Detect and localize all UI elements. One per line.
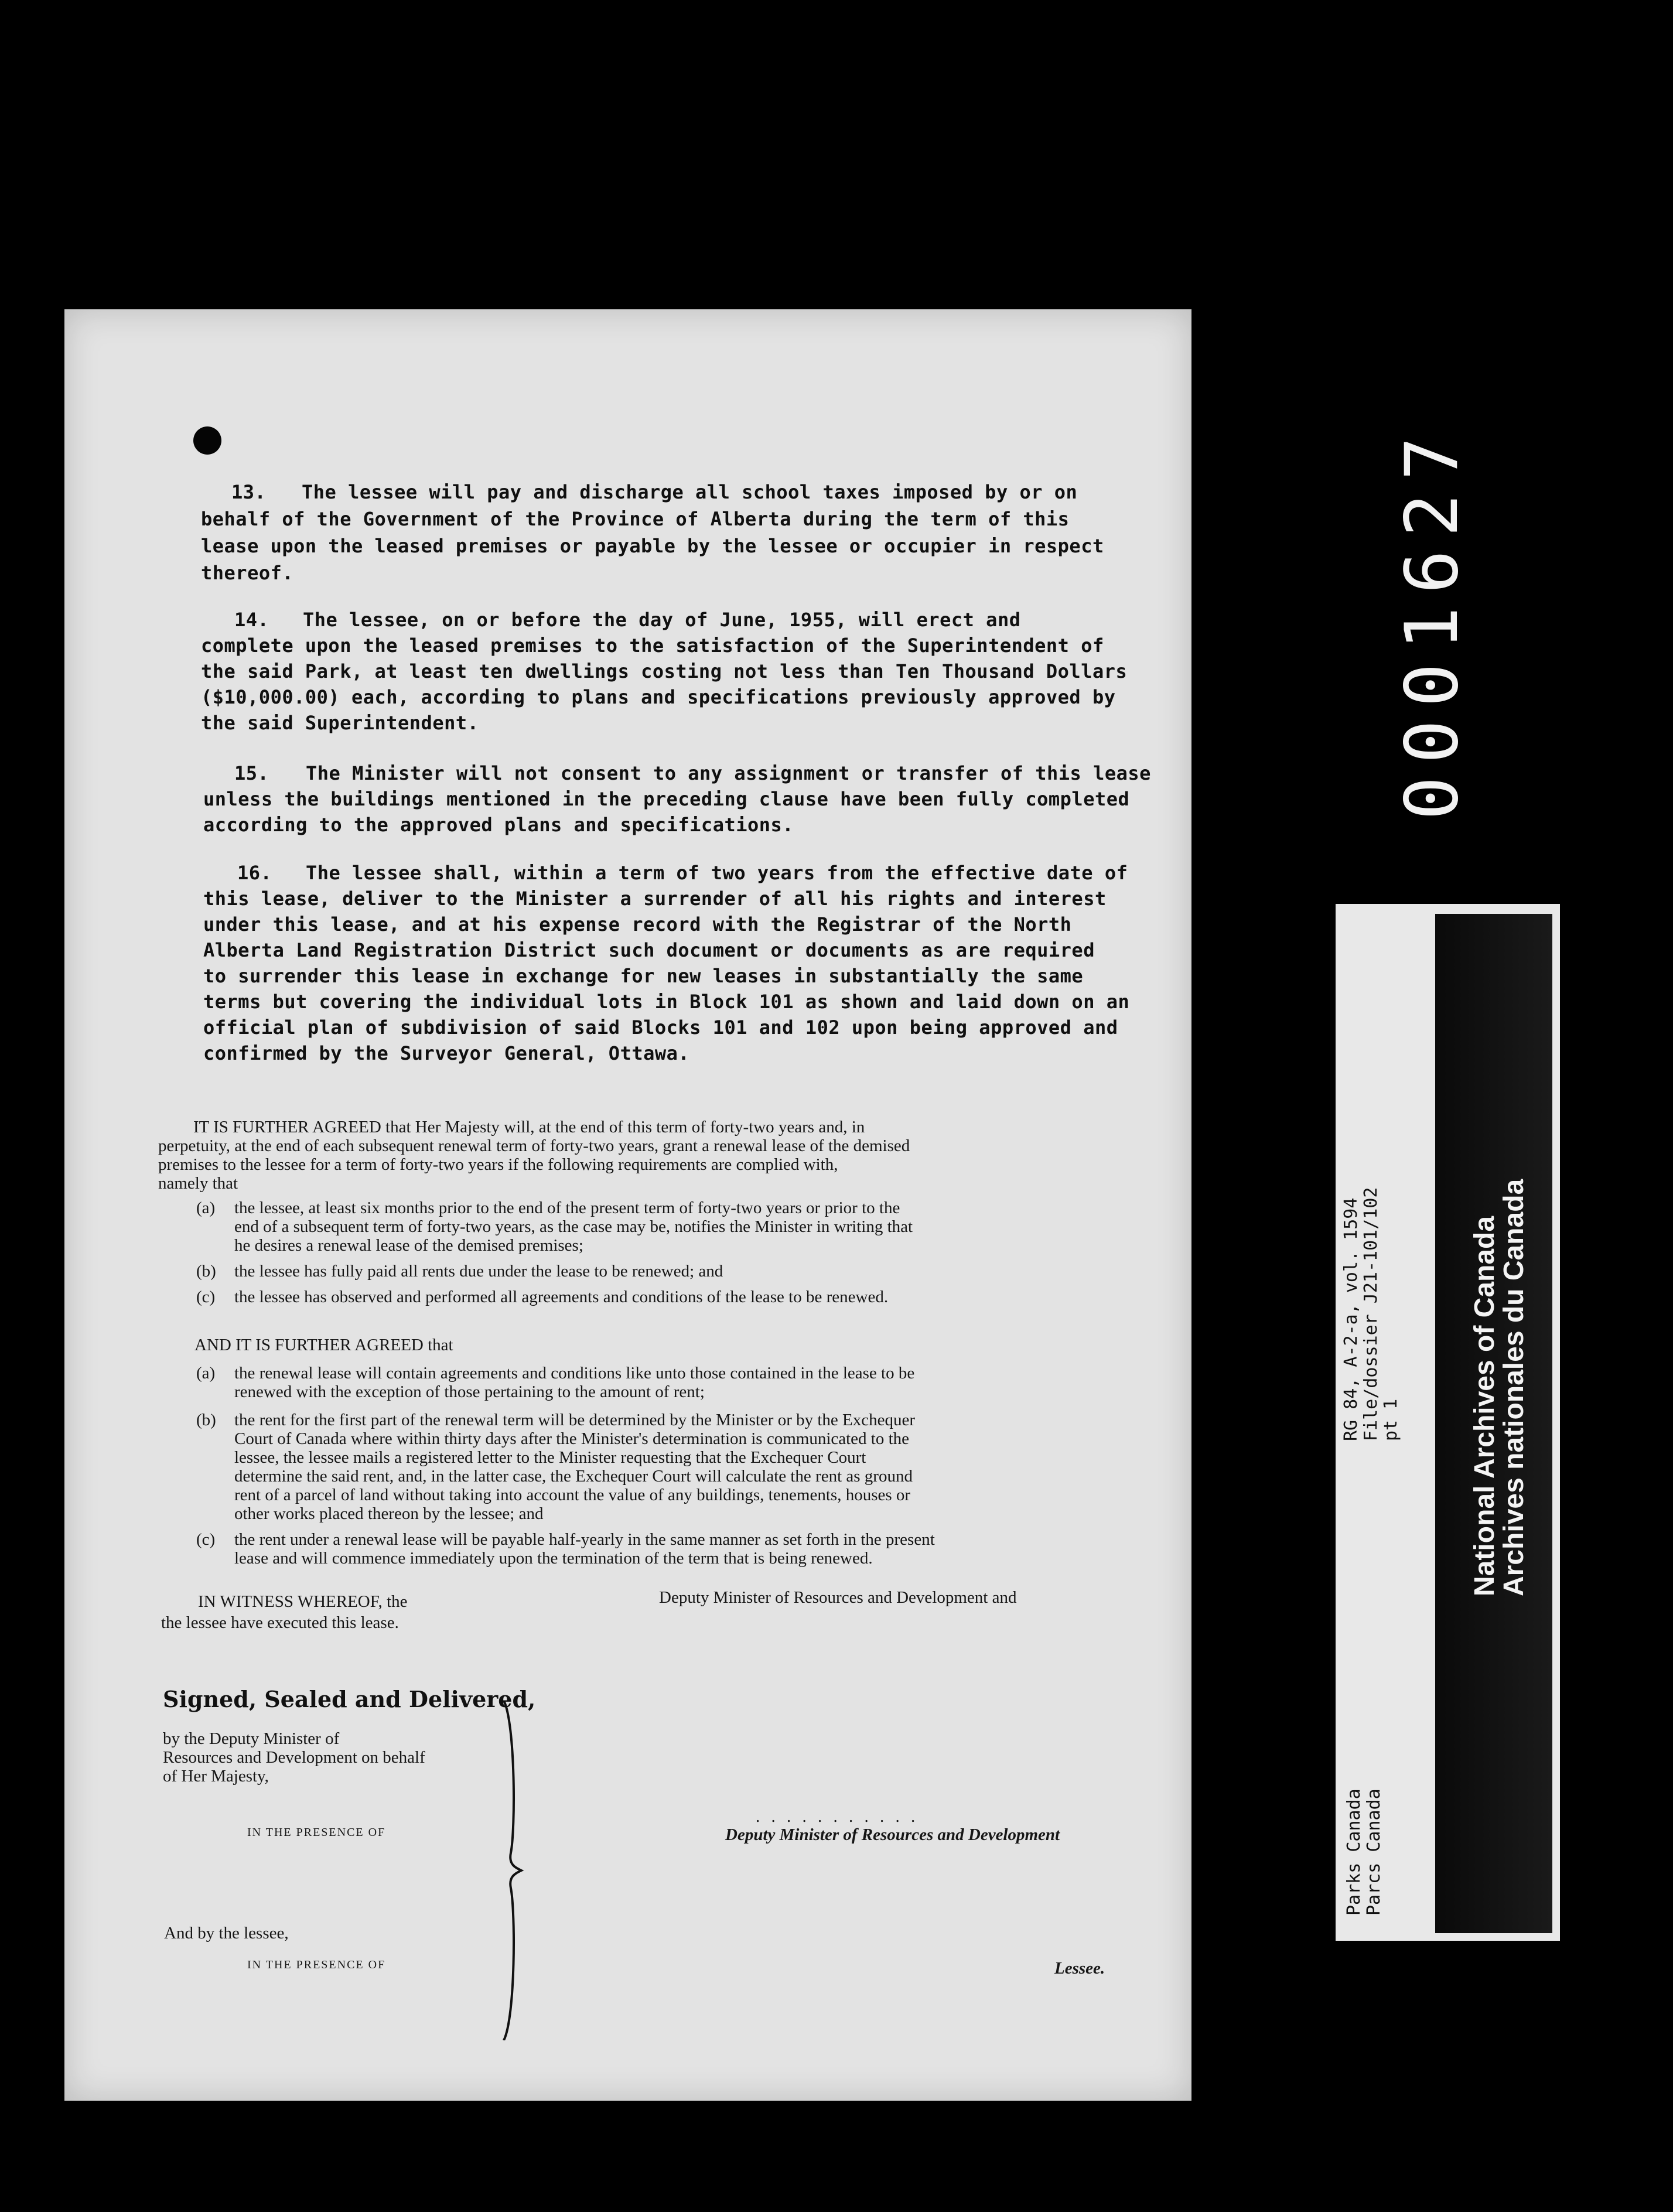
stamp-number: 0001627 — [1390, 424, 1474, 820]
clause-line: The lessee shall, within a term of two years from the effective date of — [306, 862, 1128, 884]
clause-number: 14. — [234, 609, 269, 631]
renewal-intro-line: perpetuity, at the end of each subsequent renewal term of forty-two years, grant a renewal lease of the demised — [158, 1136, 910, 1155]
clause-line: terms but covering the individual lots in Block 101 as shown and laid down on an — [203, 991, 1130, 1013]
clause-line: lease upon the leased premises or payable by the lessee or occupier in respect — [201, 535, 1104, 557]
renewal-intro-line: IT IS FURTHER AGREED that Her Majesty will, at the end of this term of forty-two years and, in — [193, 1118, 865, 1136]
archive-reference-line: pt 1 — [1381, 1398, 1401, 1441]
clause-line: The Minister will not consent to any assignment or transfer of this lease — [306, 762, 1151, 784]
agency-line: Parcs Canada — [1364, 1788, 1384, 1916]
item-line: the lessee, at least six months prior to the end of the present term of forty-two years or prior to the — [234, 1199, 900, 1217]
item-line: other works placed thereon by the lessee; and — [234, 1504, 544, 1523]
institution-line: Archives nationales du Canada — [1498, 1179, 1529, 1596]
item-label: (a) — [196, 1199, 216, 1217]
item-line: end of a subsequent term of forty-two years, as the case may be, notifies the Minister in writing that — [234, 1217, 913, 1236]
clause-line: official plan of subdivision of said Blocks 101 and 102 upon being approved and — [203, 1016, 1118, 1039]
lessee-line: And by the lessee, — [164, 1924, 289, 1943]
further-heading: AND IT IS FURTHER AGREED that — [194, 1336, 453, 1354]
clause-line: confirmed by the Surveyor General, Ottawa. — [203, 1042, 690, 1064]
lessee-signature-line: Lessee. — [1054, 1959, 1105, 1978]
clause-line: complete upon the leased premises to the satisfaction of the Superintendent of — [201, 634, 1104, 657]
signed-sealed-heading: Signed, Sealed and Delivered, — [163, 1686, 536, 1712]
item-label: (b) — [196, 1411, 216, 1429]
clause-line: Alberta Land Registration District such document or documents as are required — [203, 939, 1095, 961]
clause-line: behalf of the Government of the Province of Alberta during the term of this — [201, 508, 1070, 530]
item-line: renewed with the exception of those pertaining to the amount of rent; — [234, 1383, 705, 1401]
clause-line: the said Park, at least ten dwellings costing not less than Ten Thousand Dollars — [201, 660, 1128, 682]
item-line: rent of a parcel of land without taking into account the value of any buildings, tenements, houses or — [234, 1486, 911, 1504]
clause-line: to surrender this lease in exchange for new leases in substantially the same — [203, 965, 1084, 987]
renewal-intro-line: premises to the lessee for a term of forty-two years if the following requirements are complied with, — [158, 1155, 838, 1174]
item-line: determine the said rent, and, in the latter case, the Exchequer Court will calculate the rent as ground — [234, 1467, 913, 1486]
presence-label: IN THE PRESENCE OF — [247, 1958, 386, 1971]
punch-hole — [193, 426, 221, 455]
clause-number: 13. — [231, 481, 267, 503]
clause-line: unless the buildings mentioned in the preceding clause have been fully completed — [203, 788, 1130, 810]
archive-reference-line: RG 84, A-2-a, vol. 1594 — [1341, 1197, 1361, 1441]
signature-dots: . . . . . . . . . . . — [756, 1807, 919, 1826]
item-line: the rent under a renewal lease will be payable half-yearly in the same manner as set forth in the present — [234, 1530, 935, 1549]
item-line: lease and will commence immediately upon the termination of the term that is being renewed. — [234, 1549, 873, 1568]
item-line: the rent for the first part of the renewal term will be determined by the Minister or by the Exchequer — [234, 1411, 916, 1429]
item-line: Court of Canada where within thirty days after the Minister's determination is communicated to the — [234, 1429, 910, 1448]
item-line: he desires a renewal lease of the demised premises; — [234, 1236, 583, 1255]
clause-line: the said Superintendent. — [201, 712, 479, 734]
agency-line: Parks Canada — [1344, 1788, 1364, 1916]
signing-by-line: of Her Majesty, — [163, 1767, 269, 1786]
item-line: lessee, the lessee mails a registered letter to the Minister requesting that the Exchequer Court — [234, 1448, 866, 1467]
item-label: (c) — [196, 1288, 216, 1306]
item-label: (c) — [196, 1530, 216, 1549]
deputy-minister-signature-line: Deputy Minister of Resources and Development — [725, 1825, 1060, 1844]
presence-label: IN THE PRESENCE OF — [247, 1826, 386, 1839]
lease-page — [64, 309, 1191, 2101]
clause-line: thereof. — [201, 562, 294, 584]
witness-right: Deputy Minister of Resources and Development and — [659, 1588, 1017, 1607]
clause-number: 15. — [234, 762, 269, 784]
item-line: the lessee has fully paid all rents due under the lease to be renewed; and — [234, 1262, 723, 1281]
clause-line: The lessee, on or before the day of June, 1955, will erect and — [303, 609, 1021, 631]
item-line: the renewal lease will contain agreements and conditions like unto those contained in the lease to be — [234, 1364, 915, 1383]
clause-line: according to the approved plans and specifications. — [203, 814, 794, 836]
witness-left: IN WITNESS WHEREOF, the — [198, 1592, 408, 1611]
signing-by-line: by the Deputy Minister of — [163, 1729, 340, 1748]
signing-by-line: Resources and Development on behalf — [163, 1748, 425, 1767]
signature-brace — [498, 1701, 533, 2040]
item-line: the lessee has observed and performed all agreements and conditions of the lease to be renewed. — [234, 1288, 889, 1306]
item-label: (a) — [196, 1364, 216, 1383]
clause-number: 16. — [237, 862, 272, 884]
archive-reference-line: File/dossier J21-101/102 — [1361, 1187, 1381, 1441]
clause-line: under this lease, and at his expense record with the Registrar of the North — [203, 913, 1072, 936]
institution-line: National Archives of Canada — [1469, 1216, 1500, 1596]
renewal-intro-line: namely that — [158, 1174, 238, 1193]
item-label: (b) — [196, 1262, 216, 1281]
clause-line: ($10,000.00) each, according to plans and specifications previously approved by — [201, 686, 1116, 708]
clause-line: this lease, deliver to the Minister a surrender of all his rights and interest — [203, 887, 1107, 910]
witness-line: the lessee have executed this lease. — [161, 1613, 399, 1632]
clause-line: The lessee will pay and discharge all school taxes imposed by or on — [302, 481, 1078, 503]
